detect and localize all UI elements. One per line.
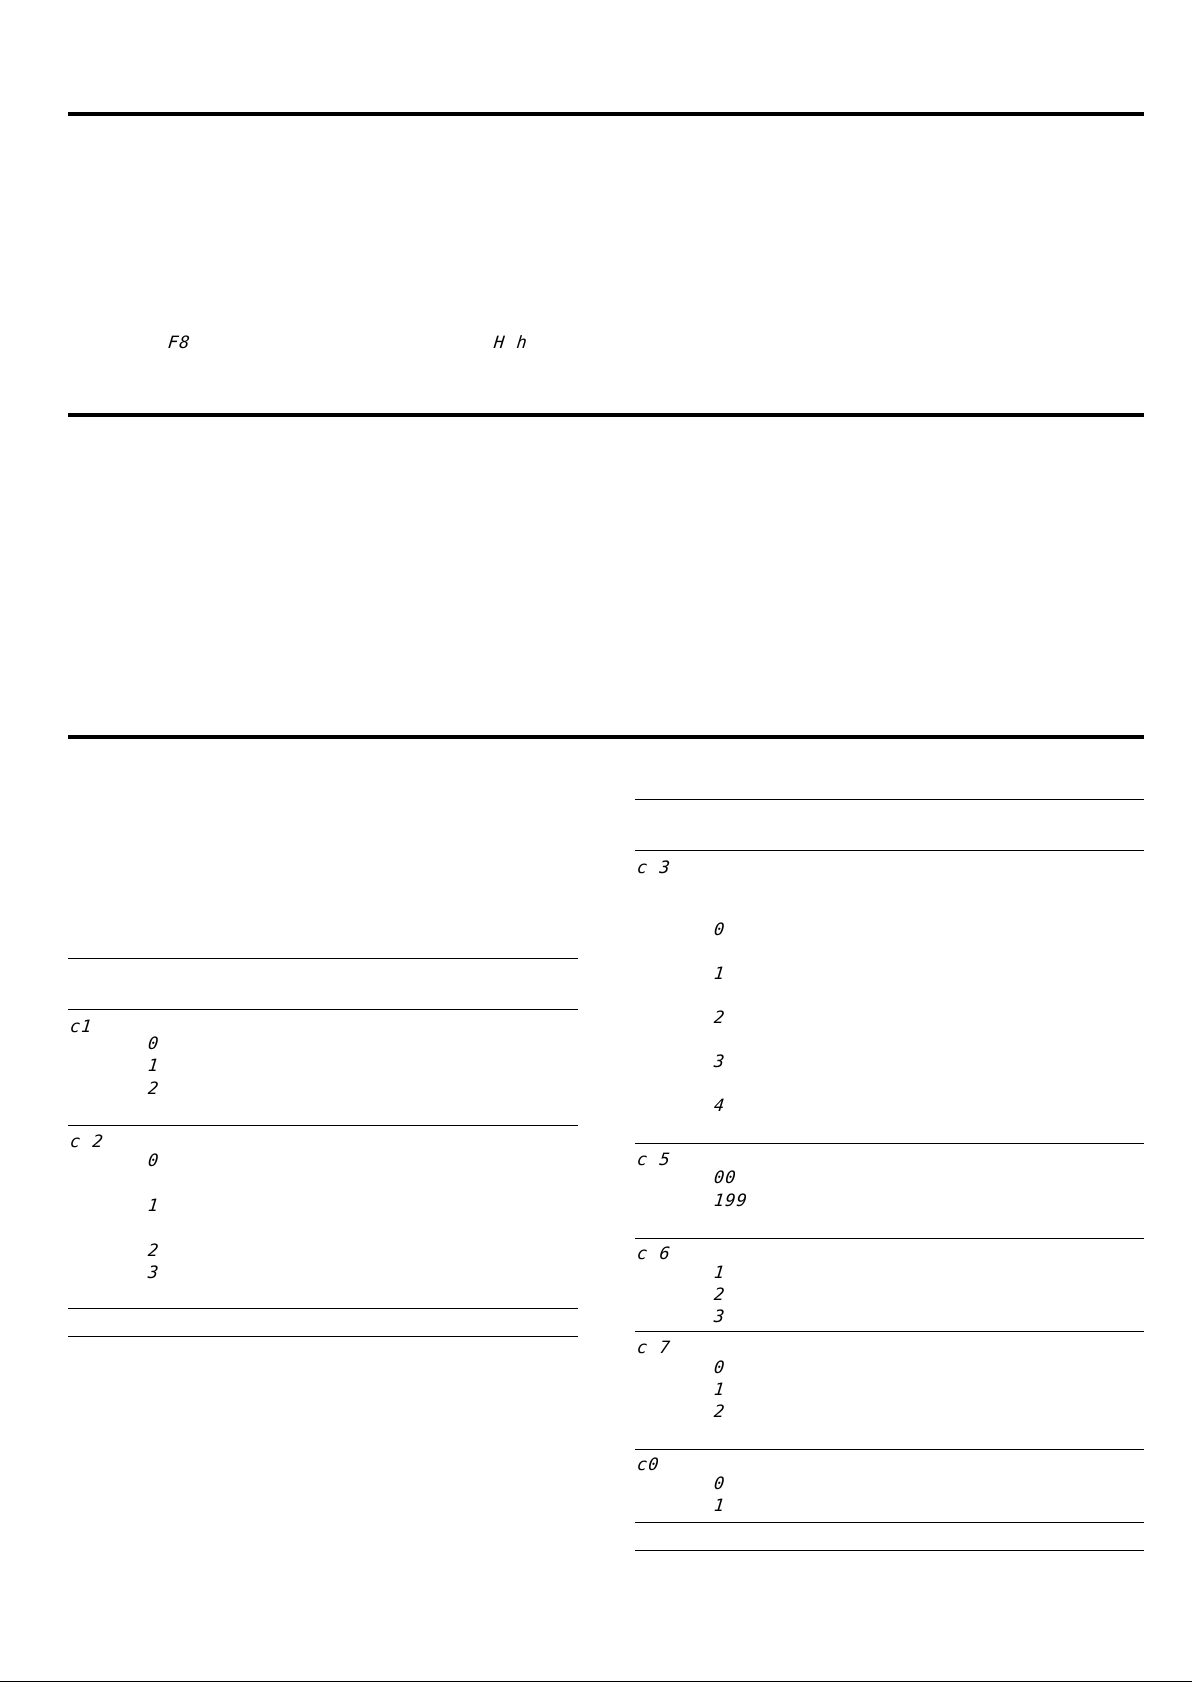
setting-option: 4 [713,1096,727,1116]
setting-option: 1 [713,1263,727,1283]
setting-option: 199 [713,1191,749,1211]
error-code-display: F8 [167,333,192,353]
section-rule-2 [68,413,1144,417]
section-rule-1 [68,112,1144,116]
setting-option: 2 [713,1402,727,1422]
setting-option: 1 [147,1056,161,1076]
setting-option: 0 [147,1151,161,1171]
page-bottom-rule [0,1681,1192,1682]
setting-option: 00 [713,1168,738,1188]
setting-code: c 6 [636,1244,672,1264]
table-rule [635,1522,1144,1523]
table-rule [68,1009,578,1010]
setting-code: c 5 [636,1150,672,1170]
table-rule [635,1331,1144,1332]
setting-option: 3 [713,1307,727,1327]
setting-code: c0 [636,1455,661,1475]
table-rule [68,1336,578,1337]
setting-option: 2 [147,1079,161,1099]
setting-option: 0 [147,1034,161,1054]
setting-code: c 2 [69,1132,105,1152]
setting-option: 1 [713,1380,727,1400]
setting-option: 2 [713,1285,727,1305]
table-rule [68,1125,578,1126]
setting-option: 3 [147,1263,161,1283]
setting-code: c 7 [636,1338,672,1358]
table-rule [68,958,578,959]
setting-option: 3 [713,1052,727,1072]
table-rule [635,1143,1144,1144]
table-rule [635,1550,1144,1551]
setting-option: 0 [713,1358,727,1378]
setting-option: 0 [713,1474,727,1494]
setting-option: 2 [147,1241,161,1261]
setting-option: 1 [147,1196,161,1216]
table-rule [68,1308,578,1309]
setting-option: 2 [713,1008,727,1028]
table-rule [635,799,1144,800]
setting-code: c 3 [636,858,672,878]
residual-heat-display: H h [493,333,529,353]
setting-code: c1 [69,1017,94,1037]
table-rule [635,850,1144,851]
setting-option: 1 [713,1496,727,1516]
table-rule [635,1238,1144,1239]
setting-option: 1 [713,964,727,984]
setting-option: 0 [713,920,727,940]
table-rule [635,1449,1144,1450]
section-rule-3 [68,735,1144,739]
